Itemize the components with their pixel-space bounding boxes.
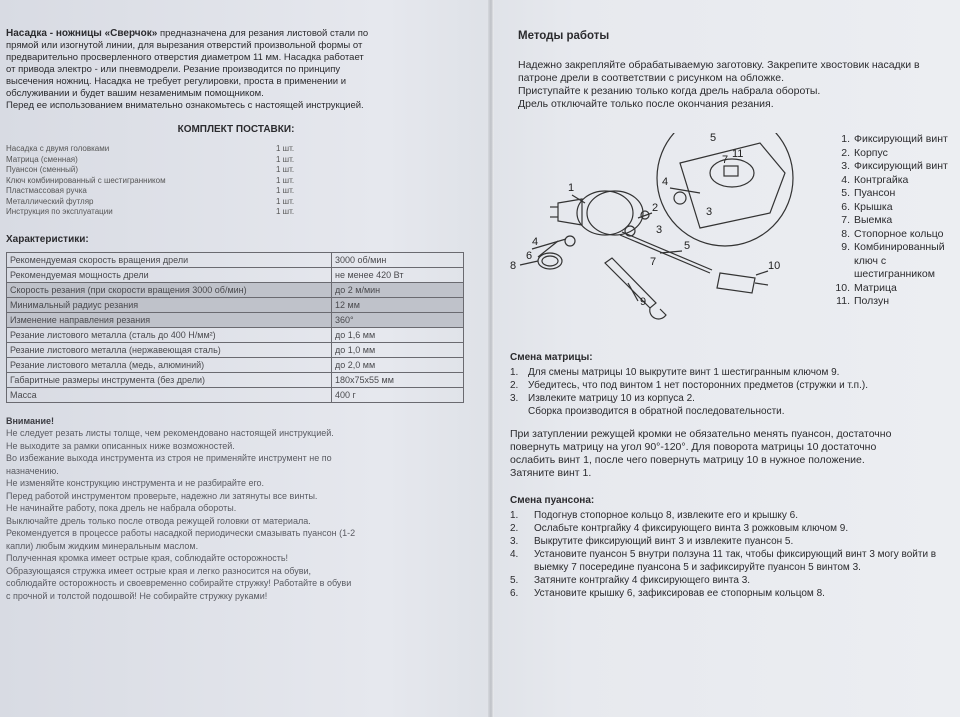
left-page [6, 28, 466, 602]
callout-label: 10 [768, 260, 781, 272]
tool-drawing [510, 133, 820, 333]
legend-item: 9. Комбинированный [841, 241, 945, 253]
warning-line: Полученная кромка имеет острые края, соблюдайте осторожность! [6, 553, 289, 563]
kit-item: Инструкция по эксплуатации 1 шт. [6, 207, 295, 216]
callout-label: 11 [732, 148, 744, 160]
kit-item: Пуансон (сменный) 1 шт. [6, 165, 295, 174]
spec-row: Минимальный радиус резания 12 мм [7, 297, 464, 312]
callout-label: 1 [568, 182, 575, 194]
kit-item: Металлический футляр 1 шт. [6, 196, 295, 206]
step-item: 1. Подогнув стопорное кольцо 8, извлеките его и крышку 6. [510, 510, 798, 521]
warning-line: Во избежание выхода инструмента из строя не применяйте инструмент не по [6, 453, 332, 463]
assembly-diagram [510, 133, 955, 343]
methods-line: Надежно закрепляйте обрабатываемую заготовку. Закрепите хвостовик насадки в [518, 59, 920, 71]
legend-item: шестигранником [854, 268, 935, 280]
spec-row: Резание листового металла (сталь до 400 Н/мм²) до 1,6 мм [7, 327, 464, 342]
right-page [510, 30, 955, 600]
callout-label: 5 [684, 240, 691, 252]
callout-label: 4 [532, 236, 539, 248]
callout-label: 3 [656, 224, 663, 236]
intro-line: обслуживании и будет вашим незаменимым помощником. [6, 88, 264, 99]
step-item: 3. Извлеките матрицу 10 из корпуса 2. [510, 393, 695, 404]
warning-line: Не начинайте работу, пока дрель не набрала обороты. [6, 503, 237, 513]
warning-line: Перед работой инструментом проверьте, надежно ли затянуты все винты. [6, 490, 318, 501]
callout-label: 5 [710, 133, 717, 144]
step-item: 5. Затяните контргайку 4 фиксирующего винта 3. [510, 575, 751, 586]
spec-row: Резание листового металла (нержавеющая сталь) до 1,0 мм [7, 342, 464, 357]
callout-label: 2 [652, 202, 659, 214]
kit-item: Ключ комбинированный с шестигранником 1 шт. [6, 175, 295, 185]
punch-steps [510, 509, 955, 600]
spec-row: Скорость резания (при скорости вращения 3000 об/мин) до 2 м/мин [7, 282, 464, 297]
intro-line: Перед ее использованием внимательно ознакомьтесь с настоящей инструкцией. [6, 100, 364, 111]
matrix-heading: Смена матрицы: [510, 352, 593, 363]
kit-item: Матрица (сменная) 1 шт. [6, 154, 295, 164]
intro-line: высечения ножниц. Насадка не требует регулировки, проста в применении и [6, 76, 347, 87]
detail-punch [724, 166, 738, 176]
callout-label: 7 [650, 256, 657, 268]
blunt-line: Затяните винт 1. [510, 467, 592, 479]
legend-item: 1. Фиксирующий винт [841, 133, 948, 145]
callout-label: 3 [706, 206, 713, 218]
warning-line: Не изменяйте конструкцию инструмента и не разбирайте его. [6, 478, 265, 488]
legend-item: 5. Пуансон [841, 187, 896, 199]
kit-item: Насадка с двумя головками 1 шт. [6, 144, 295, 153]
detail-screw [674, 192, 686, 204]
blunt-line: повернуть матрицу на угол 90°-120°. Для поворота матрицы 10 достаточно [510, 441, 877, 453]
spec-table [6, 252, 464, 403]
intro-line: прямой или изогнутой линии, для вырезания отверстий произвольной формы от [6, 40, 363, 51]
methods-title: Методы работы [518, 30, 610, 42]
warning-line: Рекомендуется в процессе работы насадкой периодически смазывать пуансон (1-2 [6, 528, 356, 538]
punch-heading: Смена пуансона: [510, 495, 595, 506]
step-item: 4. Установите пуансон 5 внутри ползуна 11 так, чтобы фиксирующий винт 3 могу войти в выемку 7 посередине пуансона 5 и зафиксируйте пуансон 5 винтом 3. [510, 549, 937, 573]
kit-heading: КОМПЛЕКТ ПОСТАВКИ: [177, 124, 295, 135]
methods-line: Приступайте к резанию только когда дрель набрала обороты. [518, 85, 821, 97]
parts-legend [828, 133, 948, 309]
spec-heading: Характеристики: [6, 233, 89, 245]
intro [6, 28, 466, 112]
warning-line: назначению. [6, 465, 59, 476]
intro-line: от привода электро - или пневмодрели. Резание производится по принципу [6, 64, 341, 75]
legend-item: 2. Корпус [841, 146, 888, 159]
spec-row: Масса 400 г [7, 387, 464, 402]
warning-line: соблюдайте осторожность и своевременно собирайте стружку! Работайте в обуви [6, 578, 352, 588]
matrix-part [717, 273, 755, 293]
spec-row: Резание листового металла (медь, алюминий) до 2,0 мм [7, 357, 464, 372]
callout-label: 7 [722, 154, 729, 166]
step-item: Сборка производится в обратной последовательности. [528, 406, 785, 417]
blunt-line: ослабить винт 1, после чего повернуть матрицу 10 в нужное положение. [510, 454, 865, 466]
warning-line: Не следует резать листы толще, чем рекомендовано настоящей инструкцией. [6, 428, 334, 438]
warning-title: Внимание! [6, 415, 54, 426]
legend-item: 6. Крышка [841, 200, 893, 213]
spec-row: Изменение направления резания 360° [7, 312, 464, 327]
warning-line: Выключайте дрель только после отвода режущей головки от материала. [6, 515, 311, 526]
blunt-edge-text [510, 428, 955, 480]
step-item: 3. Выкрутите фиксирующий винт 3 и извлеките пуансон 5. [510, 536, 794, 547]
methods-text [518, 59, 955, 111]
spec-row: Рекомендуемая мощность дрели не менее 420 Вт [7, 267, 464, 282]
methods-line: Дрель отключайте только после окончания резания. [518, 98, 774, 110]
spec-row: Габаритные размеры инструмента (без дрели) 180x75x55 мм [7, 372, 464, 387]
legend-item: 11. Ползун [836, 295, 890, 307]
callout-label: 8 [510, 260, 517, 272]
punch-rod [620, 235, 710, 273]
combi-wrench [605, 258, 656, 308]
blunt-line: При затуплении режущей кромки не обязательно менять пуансон, достаточно [510, 428, 892, 440]
kit-list [6, 144, 466, 218]
warning-line: с прочной и толстой подошвой! Не собирайте стружку руками! [6, 590, 268, 601]
spec-row: Рекомендуемая скорость вращения дрели 3000 об/мин [7, 252, 464, 267]
callout-label: 6 [526, 250, 533, 262]
legend-item: 3. Фиксирующий винт [841, 160, 948, 172]
legend-item: 4. Контргайка [841, 173, 909, 186]
warning-block [6, 415, 466, 603]
methods-line: патроне дрели в соответствии с рисунком на обложке. [518, 72, 785, 84]
page-fold [488, 0, 494, 717]
intro-line: предназначена для резания листовой стали по [159, 28, 369, 39]
legend-item: 7. Выемка [841, 214, 893, 226]
kit-item: Пластмассовая ручка 1 шт. [6, 186, 295, 195]
step-item: 2. Убедитесь, что под винтом 1 нет посторонних предметов (стружки и т.п.). [510, 380, 868, 391]
legend-item: ключ с [854, 254, 887, 267]
legend-item: 10. Матрица [835, 281, 897, 294]
step-item: 6. Установите крышку 6, зафиксировав ее стопорным кольцом 8. [510, 588, 825, 599]
callout-label: 4 [662, 176, 669, 188]
warning-line: Не выходите за рамки описанных ниже возможностей. [6, 440, 235, 451]
step-item: 2. Ослабьте контргайку 4 фиксирующего винта 3 рожковым ключом 9. [510, 523, 849, 534]
legend-item: 8. Стопорное кольцо [841, 227, 944, 240]
warning-line: капли) любым жидким минеральным маслом. [6, 540, 199, 551]
nut-part [565, 236, 575, 246]
callout-label: 9 [640, 296, 647, 308]
matrix-steps [510, 366, 955, 418]
detail-slot [710, 159, 754, 187]
step-item: 1. Для смены матрицы 10 выкрутите винт 1 шестигранным ключом 9. [510, 367, 840, 378]
product-title: Насадка - ножницы «Сверчок» [6, 28, 158, 39]
warning-line: Образующаяся стружка имеет острые края и легко разносится на обуви, [6, 565, 312, 576]
intro-line: предварительно просверленного отверстия диаметром 11 мм. Насадка работает [6, 52, 364, 63]
